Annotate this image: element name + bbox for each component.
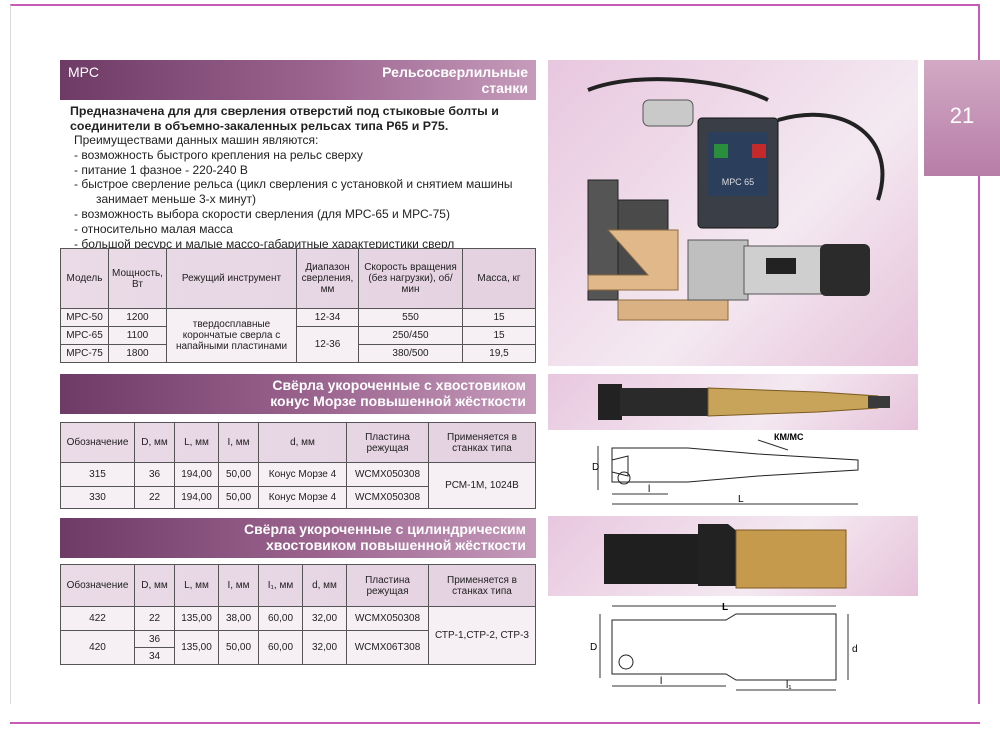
cell-mass: 15 [463, 327, 536, 345]
label-D: D [590, 642, 598, 653]
col-speed: Скорость вращения (без нагрузки), об/мин [359, 249, 463, 309]
cell-model: МРС-75 [61, 345, 109, 363]
cell-mass: 15 [463, 309, 536, 327]
page-number: 21 [949, 103, 975, 128]
header-title-line1: Рельсосверлильные [382, 64, 528, 80]
col-code: Обозначение [61, 565, 135, 607]
cylinder-drill-illustration [548, 516, 918, 596]
cell-d: 32,00 [303, 631, 347, 665]
page-frame-bottom [10, 704, 980, 724]
morse-drill-drawing [588, 430, 888, 510]
section2-title-line2: конус Морзе повышенной жёсткости [270, 393, 526, 409]
cell-D: 36 [135, 631, 175, 648]
rail-drilling-machine-illustration [548, 60, 918, 366]
col-d: d, мм [259, 423, 347, 463]
col-model: Модель [61, 249, 109, 309]
intro-text [64, 104, 534, 251]
label-d: d [852, 644, 858, 655]
advantage-item: - возможность выбора скорости сверления (для МРС-65 и МРС-75) [74, 206, 450, 221]
section2-title-line1: Свёрла укороченные с хвостовиком [272, 377, 526, 393]
col-L: L, мм [175, 423, 219, 463]
cell-model: МРС-65 [61, 327, 109, 345]
col-D: D, мм [135, 565, 175, 607]
cell-L: 135,00 [175, 631, 219, 665]
morse-drill-illustration [548, 374, 918, 430]
cell-mass: 19,5 [463, 345, 536, 363]
cell-code: 315 [61, 463, 135, 487]
cell-power: 1100 [109, 327, 167, 345]
intro-lead: Предназначена для для сверления отверстий под стыковые болты и соединители в объемно-закаленных рельсах типа Р65 и Р75. [70, 104, 499, 133]
label-l1: l₁ [786, 680, 792, 691]
label-L: L [722, 602, 729, 613]
cell-D: 34 [135, 648, 175, 665]
advantage-item: занимает меньше 3-х минут) [96, 192, 257, 207]
col-L: L, мм [175, 565, 219, 607]
section3-title [70, 521, 526, 553]
col-I: I, мм [219, 423, 259, 463]
cell-applies: РСМ-1М, 1024В [429, 463, 536, 509]
advantages-title: Преимуществами данных машин являются: [74, 133, 319, 147]
label-D: D [592, 462, 600, 473]
cell-plate: WCMX050308 [347, 463, 429, 487]
cell-D: 22 [135, 607, 175, 631]
advantage-item: - возможность быстрого крепления на рельс сверху [74, 147, 363, 162]
machines-table [60, 248, 536, 363]
morse-drills-table [60, 422, 536, 509]
cell-D: 22 [135, 487, 175, 509]
cell-I: 38,00 [219, 607, 259, 631]
cell-speed: 380/500 [359, 345, 463, 363]
cell-range: 12-34 [297, 309, 359, 327]
section3-band [60, 518, 536, 558]
cell-power: 1800 [109, 345, 167, 363]
col-D: D, мм [135, 423, 175, 463]
cell-applies: СТР-1,СТР-2, СТР-3 [429, 607, 536, 665]
cylinder-drill-schematic [586, 600, 876, 696]
machine-plate: МРС 65 [721, 177, 755, 187]
cell-range: 12-36 [297, 327, 359, 363]
cell-d: Конус Морзе 4 [259, 487, 347, 509]
cell-power: 1200 [109, 309, 167, 327]
cell-d: 32,00 [303, 607, 347, 631]
col-plate: Пластина режущая [347, 423, 429, 463]
cell-plate: WCMX06T308 [347, 631, 429, 665]
cell-tool: твердосплавные корончатые сверла с напайными пластинами [167, 309, 297, 363]
col-d: d, мм [303, 565, 347, 607]
machine-photo [548, 60, 918, 366]
morse-drill-schematic [588, 430, 888, 510]
cell-L: 135,00 [175, 607, 219, 631]
col-mass: Масса, кг [463, 249, 536, 309]
section3-title-line2: хвостовиком повышенной жёсткости [265, 537, 526, 553]
col-I: I, мм [219, 565, 259, 607]
cell-plate: WCMX050308 [347, 607, 429, 631]
section3-title-line1: Свёрла укороченные с цилиндрическим [243, 521, 526, 537]
cell-plate: WCMX050308 [347, 487, 429, 509]
cylinder-drills-table [60, 564, 536, 665]
cell-D: 36 [135, 463, 175, 487]
cell-model: МРС-50 [61, 309, 109, 327]
header-title [382, 64, 528, 96]
advantage-item: - быстрое сверление рельса (цикл сверления с установкой и снятием машины [74, 177, 513, 192]
header-code: МРС [68, 64, 99, 80]
advantage-item: - питание 1 фазное - 220-240 В [74, 162, 248, 177]
section2-title [70, 377, 526, 409]
cell-speed: 250/450 [359, 327, 463, 345]
label-l: l [660, 676, 663, 687]
col-range: Диапазон сверления, мм [297, 249, 359, 309]
cell-speed: 550 [359, 309, 463, 327]
col-I1: I₁, мм [259, 565, 303, 607]
label-l: l [648, 484, 651, 495]
cell-code: 330 [61, 487, 135, 509]
cell-I1: 60,00 [259, 607, 303, 631]
cell-code: 420 [61, 631, 135, 665]
label-km-mc: КМ/МС [774, 432, 804, 442]
col-applies: Применяется в станках типа [429, 565, 536, 607]
cell-I1: 60,00 [259, 631, 303, 665]
col-applies: Применяется в станках типа [429, 423, 536, 463]
cell-I: 50,00 [219, 463, 259, 487]
advantage-item: - относительно малая масса [74, 221, 233, 236]
cell-d: Конус Морзе 4 [259, 463, 347, 487]
cell-I: 50,00 [219, 631, 259, 665]
header-title-line2: станки [481, 80, 528, 96]
col-code: Обозначение [61, 423, 135, 463]
col-plate: Пластина режущая [347, 565, 429, 607]
cell-L: 194,00 [175, 487, 219, 509]
col-power: Мощность, Вт [109, 249, 167, 309]
morse-drill-photo [548, 374, 918, 430]
cell-I: 50,00 [219, 487, 259, 509]
section2-band [60, 374, 536, 414]
col-tool: Режущий инструмент [167, 249, 297, 309]
header-band [60, 60, 536, 100]
cell-code: 422 [61, 607, 135, 631]
page-number-tab [924, 60, 1000, 176]
advantage-item: - большой ресурс и малые массо-габаритные характеристики сверл [74, 236, 455, 251]
cell-L: 194,00 [175, 463, 219, 487]
label-L: L [738, 494, 744, 505]
cylinder-drill-photo [548, 516, 918, 596]
cylinder-drill-drawing [586, 600, 876, 696]
